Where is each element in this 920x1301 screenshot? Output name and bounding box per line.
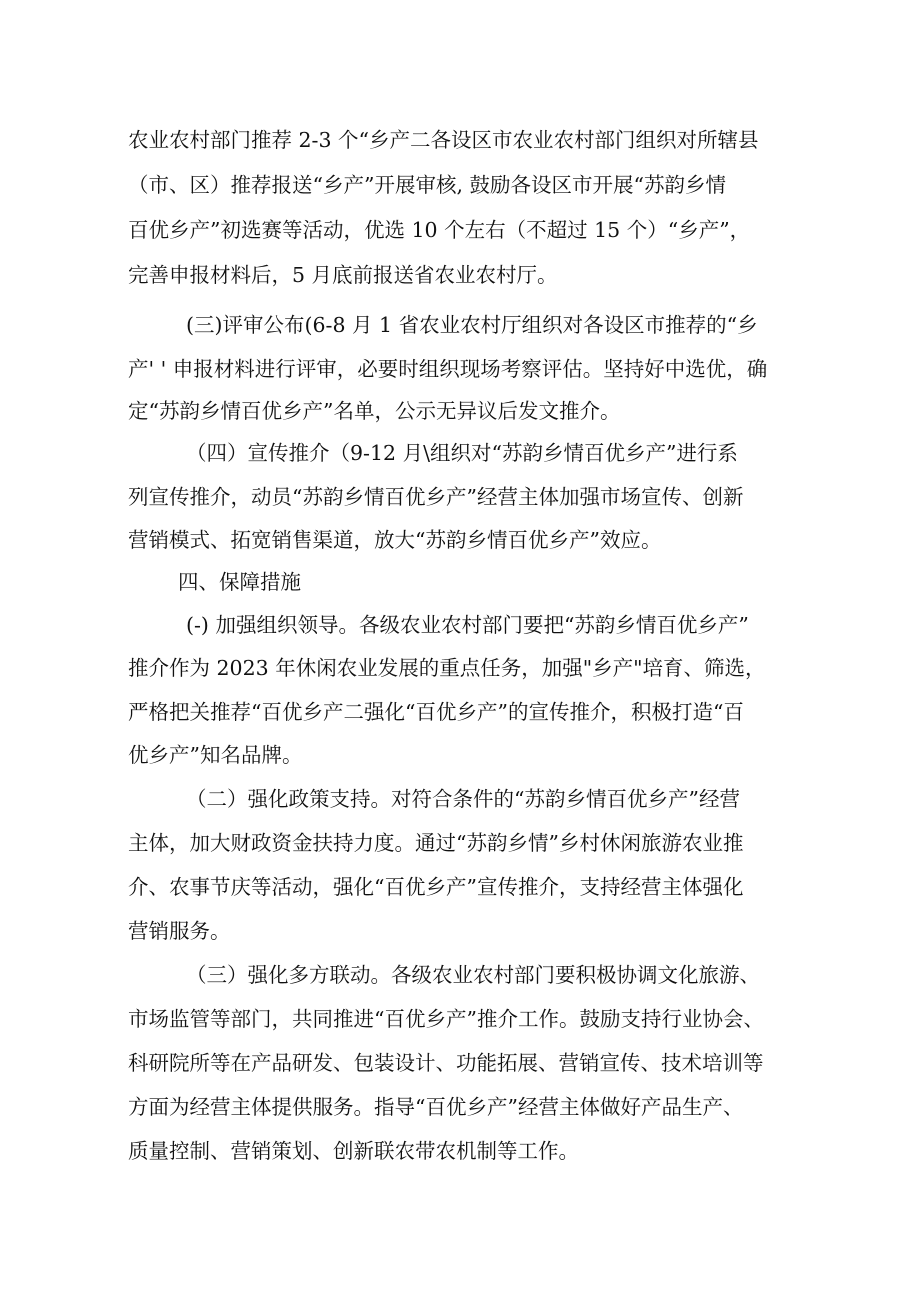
text-line: 科研院所等在产品研发、包装设计、功能拓展、营销宣传、技术培训等 xyxy=(128,1051,764,1075)
text-line: 主体，加大财政资金扶持力度。通过“苏韵乡情”乡村休闲旅游农业推 xyxy=(128,831,744,855)
text-line: （三）强化多方联动。各级农业农村部门要积极协调文化旅游、 xyxy=(186,963,760,987)
text-line: 农业农村部门推荐 2-3 个“乡产二各设区市农业农村部门组织对所辖县 xyxy=(128,128,759,152)
text-line: 严格把关推荐“百优乡产二强化“百优乡产”的宣传推介，积极打造“百 xyxy=(128,700,744,724)
text-line: (-) 加强组织领导。各级农业农村部门要把“苏韵乡情百优乡产” xyxy=(186,613,749,637)
text-line: 营销模式、拓宽销售渠道，放大“苏韵乡情百优乡产”效应。 xyxy=(128,528,662,552)
text-line: 营销服务。 xyxy=(128,919,231,943)
text-line: （四）宣传推介（9-12 月\组织对“苏韵乡情百优乡产”进行系 xyxy=(186,441,738,465)
text-line: （市、区）推荐报送“乡产”开展审核, 鼓励各设区市开展“苏韵乡情 xyxy=(128,173,726,197)
text-line: 市场监管等部门，共同推进“百优乡产”推介工作。鼓励支持行业协会、 xyxy=(128,1007,764,1031)
text-line: 方面为经营主体提供服务。指导“百优乡产”经营主体做好产品生产、 xyxy=(128,1095,744,1119)
text-line: 产' ' 申报材料进行评审，必要时组织现场考察评估。坚持好中选优，确 xyxy=(128,357,768,381)
text-line: 完善申报材料后，5 月底前报送省农业农村厅。 xyxy=(128,263,558,287)
text-line: （二）强化政策支持。对符合条件的“苏韵乡情百优乡产”经营 xyxy=(186,787,740,811)
text-line: 百优乡产”初选赛等活动，优选 10 个左右（不超过 15 个）“乡产”， xyxy=(128,218,751,242)
section-heading: 四、保障措施 xyxy=(178,570,301,594)
text-line: 定“苏韵乡情百优乡产”名单，公示无异议后发文推介。 xyxy=(128,399,621,423)
text-line: 推介作为 2023 年休闲农业发展的重点任务，加强"乡产"培育、筛选， xyxy=(128,656,766,680)
text-line: 质量控制、营销策划、创新联农带农机制等工作。 xyxy=(128,1139,579,1163)
text-line: 介、农事节庆等活动，强化“百优乡产”宣传推介，支持经营主体强化 xyxy=(128,875,744,899)
text-line: 列宣传推介，动员“苏韵乡情百优乡产”经营主体加强市场宣传、创新 xyxy=(128,485,744,509)
text-line: (三)评审公布(6-8 月 1 省农业农村厅组织对各设区市推荐的“乡 xyxy=(186,313,758,337)
text-line: 优乡产”知名品牌。 xyxy=(128,743,303,767)
